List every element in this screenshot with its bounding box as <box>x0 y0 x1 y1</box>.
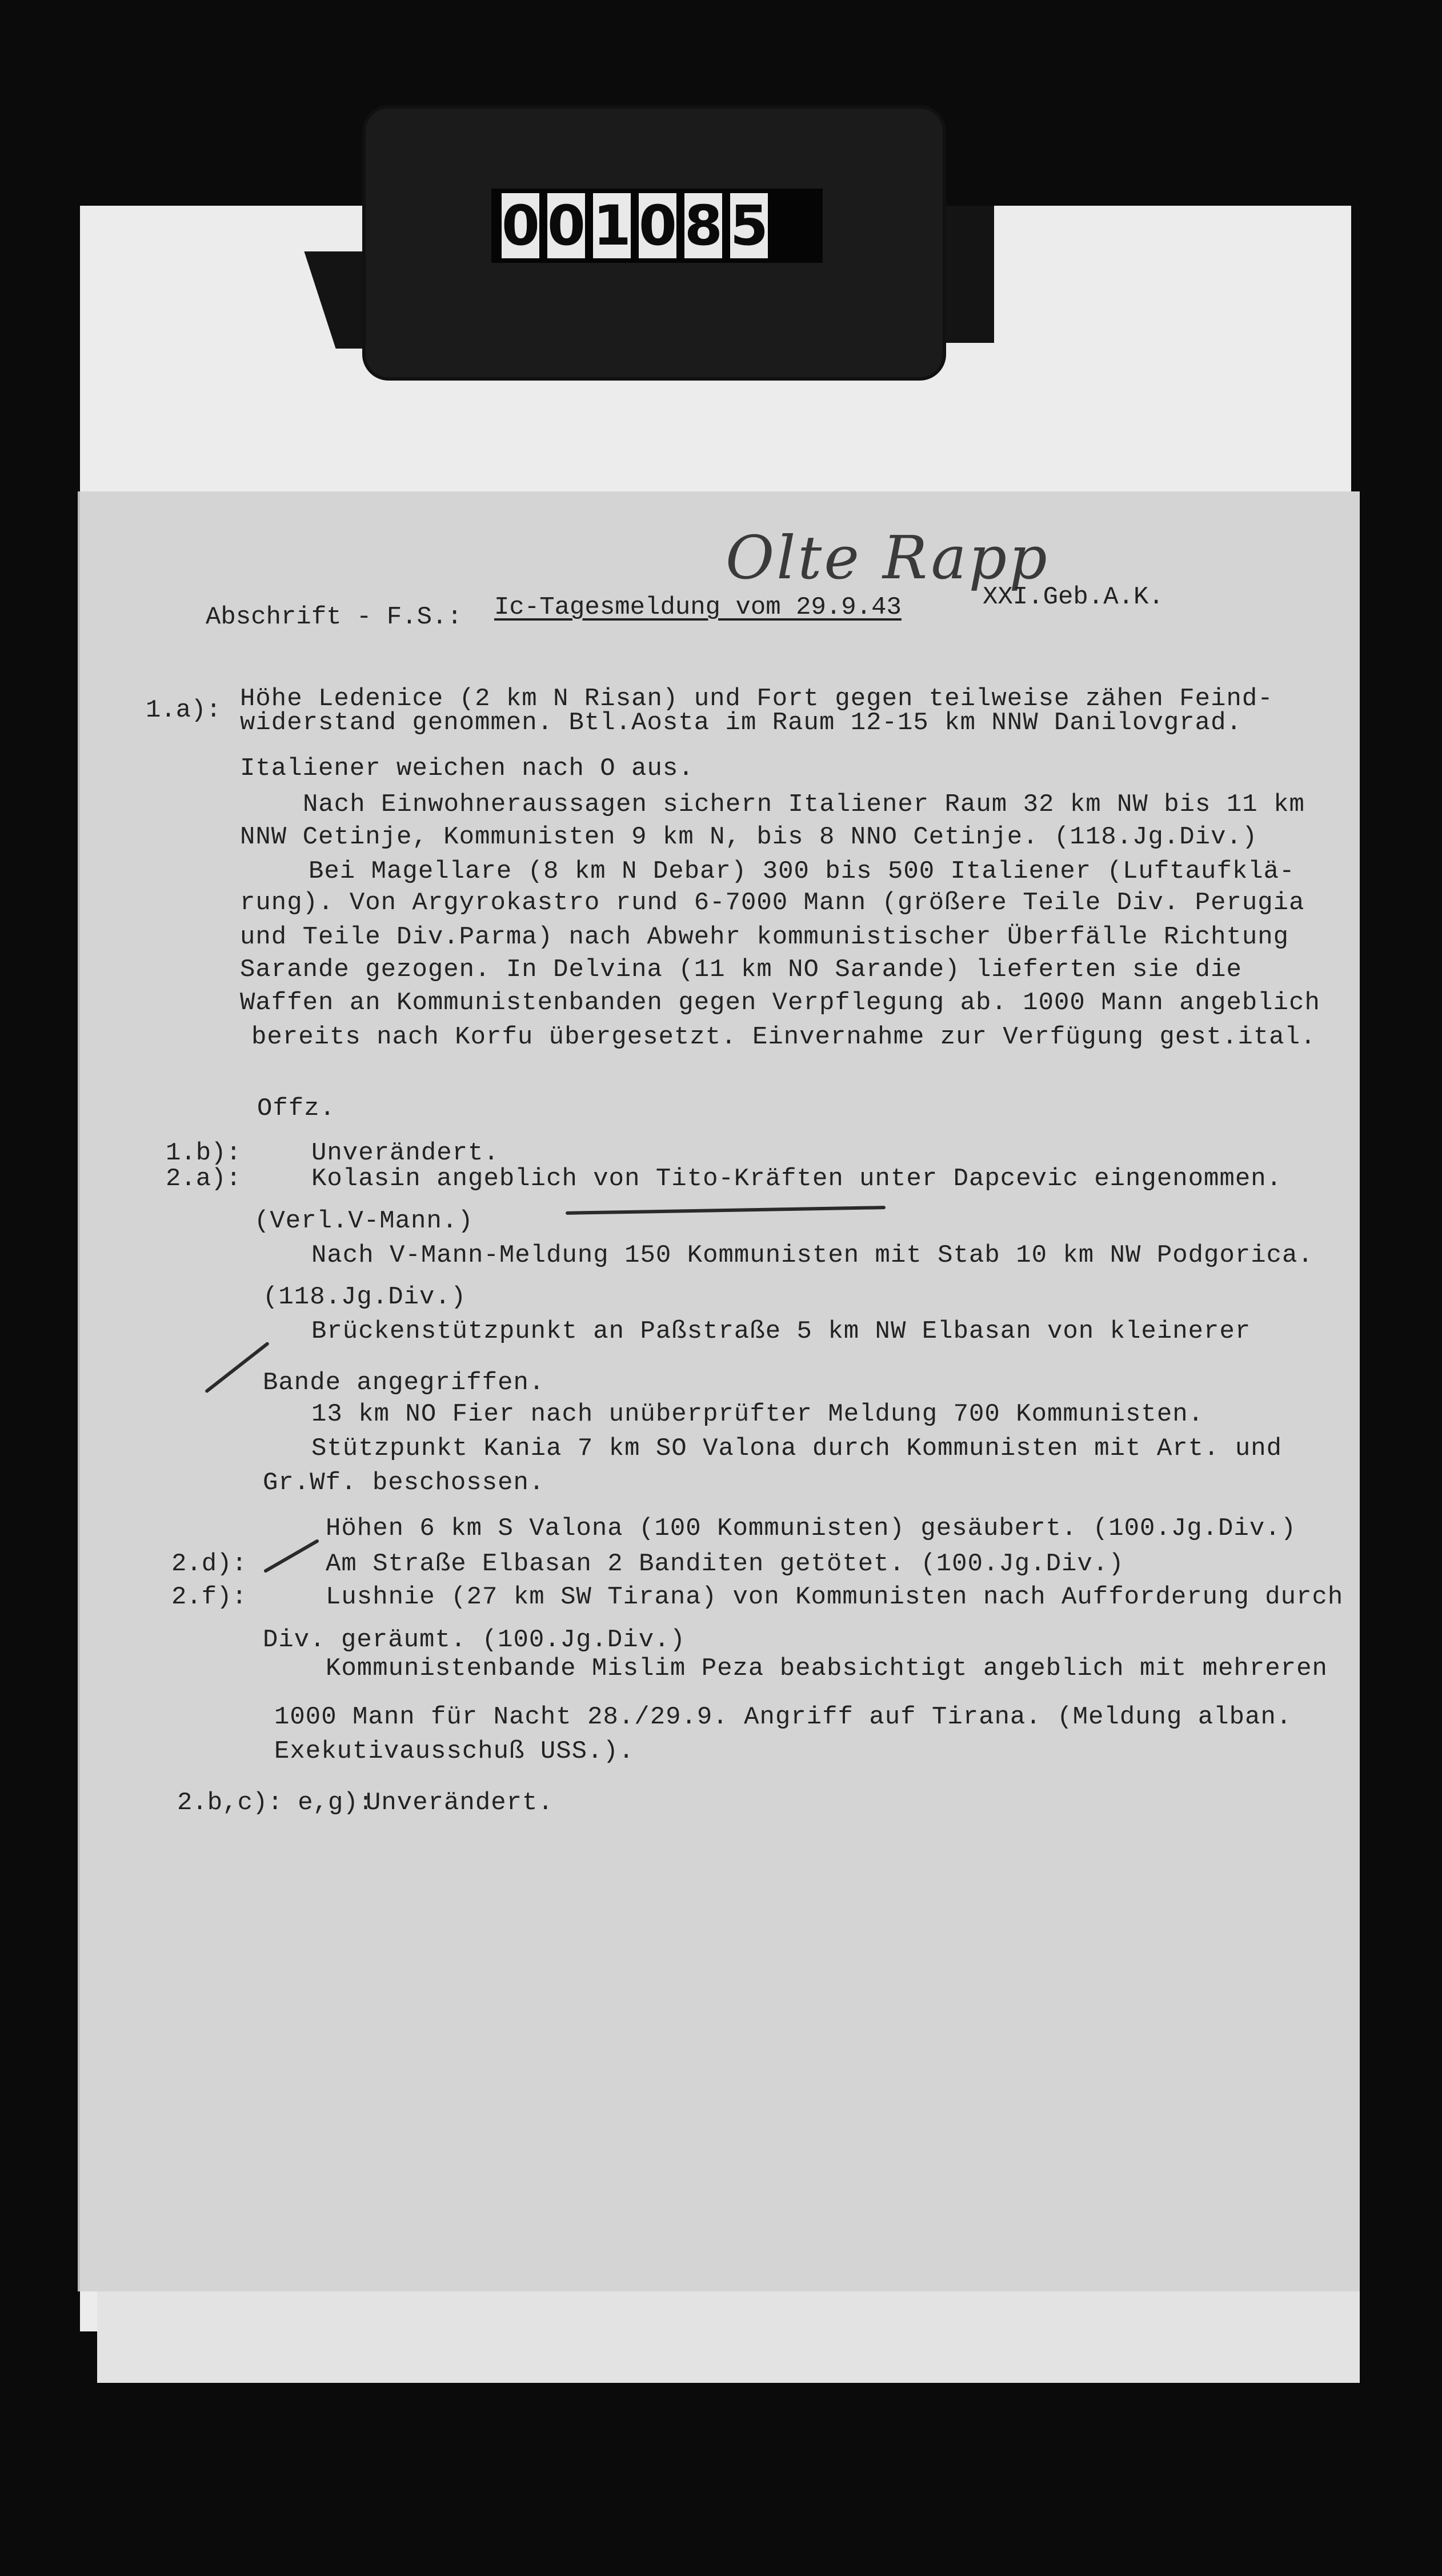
body-line: Kolasin angeblich von Tito-Kräften unter Dapcevic eingenommen. <box>311 1165 1283 1193</box>
counter-digit: 0 <box>547 194 586 258</box>
handwritten-note: Olte Rapp <box>726 523 1050 593</box>
body-line: Bande angegriffen. <box>263 1369 545 1397</box>
body-line: widerstand genommen. Btl.Aosta im Raum 12-15 km NNW Danilovgrad. <box>240 709 1242 737</box>
body-line: Bei Magellare (8 km N Debar) 300 bis 500 Italiener (Luftaufklä- <box>309 857 1295 886</box>
section-label: 2.d): <box>171 1550 247 1578</box>
body-line: und Teile Div.Parma) nach Abwehr kommunistischer Überfälle Richtung <box>240 923 1289 951</box>
body-line: Exekutivausschuß USS.). <box>274 1737 635 1766</box>
counter-digit: 5 <box>730 194 768 258</box>
body-line: 1000 Mann für Nacht 28./29.9. Angriff auf Tirana. (Meldung alban. <box>274 1703 1292 1731</box>
body-line: Höhen 6 km S Valona (100 Kommunisten) gesäubert. (100.Jg.Div.) <box>326 1514 1297 1543</box>
body-line: Kommunistenbande Mislim Peza beabsichtigt angeblich mit mehreren <box>326 1654 1328 1683</box>
body-line: Div. geräumt. (100.Jg.Div.) <box>263 1626 686 1654</box>
counter-digit: 8 <box>684 194 723 258</box>
body-line: bereits nach Korfu übergesetzt. Einvernahme zur Verfügung gest.ital. <box>251 1023 1316 1051</box>
body-line: rung). Von Argyrokastro rund 6-7000 Mann (größere Teile Div. Perugia <box>240 889 1305 917</box>
body-line: Unverändert. <box>311 1139 499 1167</box>
sheet-bottom-edge <box>97 2291 1360 2383</box>
counter-digit: 1 <box>593 194 631 258</box>
body-line: (118.Jg.Div.) <box>263 1283 467 1311</box>
body-line: Italiener weichen nach O aus. <box>240 754 694 783</box>
body-line: NNW Cetinje, Kommunisten 9 km N, bis 8 NNO Cetinje. (118.Jg.Div.) <box>240 823 1258 851</box>
body-line: Nach Einwohneraussagen sichern Italiener Raum 32 km NW bis 11 km <box>303 790 1305 819</box>
body-line: Brückenstützpunkt an Paßstraße 5 km NW Elbasan von kleinerer <box>311 1317 1251 1346</box>
section-label: 1.a): <box>146 696 222 725</box>
section-label: 2.a): <box>166 1165 242 1193</box>
body-line: Waffen an Kommunistenbanden gegen Verpflegung ab. 1000 Mann angeblich <box>240 989 1320 1017</box>
body-line: (Verl.V-Mann.) <box>254 1207 474 1235</box>
body-line: Am Straße Elbasan 2 Banditen getötet. (100.Jg.Div.) <box>326 1550 1124 1578</box>
unit-designation: XXI.Geb.A.K. <box>983 583 1164 611</box>
body-line: Gr.Wf. beschossen. <box>263 1469 545 1497</box>
counter-digit: 0 <box>639 194 677 258</box>
section-label: 2.b,c): e,g): <box>177 1789 374 1817</box>
document-title: Ic-Tagesmeldung vom 29.9.43 <box>494 593 902 622</box>
section-label: 1.b): <box>166 1139 242 1167</box>
body-line: Höhe Ledenice (2 km N Risan) und Fort gegen teilweise zähen Feind- <box>240 685 1273 713</box>
body-line: Sarande gezogen. In Delvina (11 km NO Sarande) lieferten sie die <box>240 955 1242 984</box>
body-line: Nach V-Mann-Meldung 150 Kommunisten mit Stab 10 km NW Podgorica. <box>311 1241 1313 1270</box>
counter-digit: 0 <box>502 194 540 258</box>
section-label: 2.f): <box>171 1583 247 1611</box>
header-prefix: Abschrift - F.S.: <box>206 603 462 631</box>
body-line: 13 km NO Fier nach unüberprüfter Meldung 700 Kommunisten. <box>311 1400 1204 1429</box>
body-line: Stützpunkt Kania 7 km SO Valona durch Kommunisten mit Art. und <box>311 1434 1283 1463</box>
body-line: Unverändert. <box>366 1789 554 1817</box>
body-line: Lushnie (27 km SW Tirana) von Kommunisten nach Aufforderung durch <box>326 1583 1344 1611</box>
frame-counter-display <box>491 189 823 263</box>
body-line: Offz. <box>257 1094 336 1123</box>
